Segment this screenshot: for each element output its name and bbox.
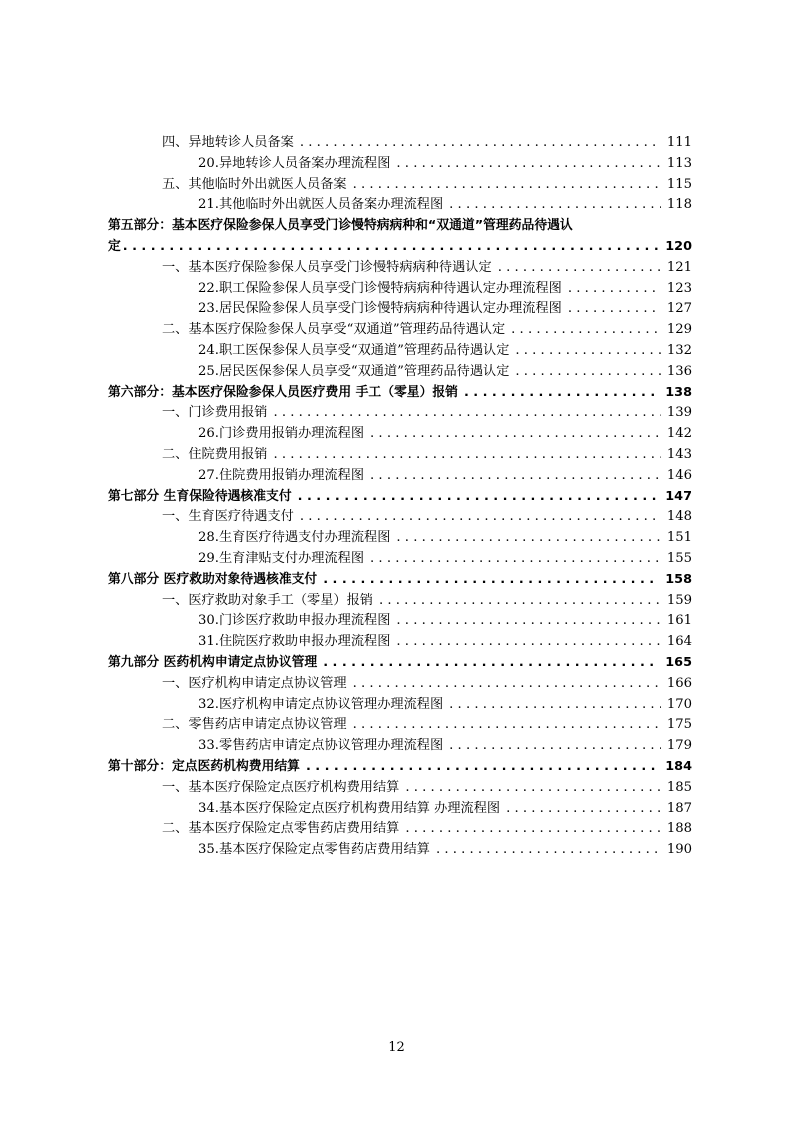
toc-entry-page: 138 [665, 384, 692, 400]
dot-leader [370, 424, 661, 445]
toc-entry-page: 148 [666, 509, 692, 525]
dot-leader [436, 840, 661, 861]
toc-entry-title: 32.医疗机构申请定点协议管理办理流程图 [198, 696, 444, 712]
dot-leader [464, 383, 659, 404]
dot-leader [123, 237, 659, 258]
dot-leader [449, 736, 661, 757]
toc-entry-page: 155 [666, 550, 692, 566]
dot-leader [379, 591, 661, 612]
toc-entry-page: 115 [666, 176, 692, 192]
toc-entry-title: 一、门诊费用报销 [162, 405, 268, 421]
toc-entry-title: 四、异地转诊人员备案 [162, 135, 294, 150]
toc-part-title: 第九部分 医药机构申请定点协议管理 [108, 654, 318, 670]
toc-entry-title: 27.住院费用报销办理流程图 [198, 467, 365, 483]
toc-entry[interactable] [108, 611, 692, 632]
toc-entry[interactable] [108, 507, 692, 528]
toc-entry[interactable] [108, 133, 692, 154]
toc-entry-page: 139 [666, 405, 692, 421]
dot-leader [568, 279, 661, 300]
toc-entry[interactable] [108, 674, 692, 695]
toc-entry-page: 185 [666, 779, 692, 795]
toc-entry-page: 158 [665, 571, 692, 587]
dot-leader [515, 341, 660, 362]
toc-entry-title: 一、医疗机构申请定点协议管理 [162, 675, 347, 691]
toc-entry[interactable] [108, 466, 692, 487]
toc-entry-title: 一、基本医疗保险定点医疗机构费用结算 [162, 779, 400, 795]
dot-leader [396, 611, 660, 632]
toc-entry-title: 一、医疗救助对象手工（零星）报销 [162, 592, 373, 608]
toc-entry-title: 24.职工医保参保人员享受“双通道”管理药品待遇认定 [198, 342, 510, 358]
toc-part-heading[interactable] [108, 570, 692, 591]
toc-entry-page: 165 [665, 654, 692, 670]
dot-leader [353, 175, 661, 196]
toc-entry[interactable] [108, 632, 692, 653]
toc-entry-title: 21.其他临时外出就医人员备案办理流程图 [198, 197, 444, 213]
toc-entry[interactable] [108, 403, 692, 424]
toc-entry[interactable] [108, 799, 692, 820]
dot-leader [323, 570, 659, 591]
toc-entry[interactable] [108, 695, 692, 716]
toc-entry-page: 132 [666, 342, 692, 358]
dot-leader [511, 320, 661, 341]
toc-entry[interactable] [108, 591, 692, 612]
toc-entry-page: 118 [666, 197, 692, 213]
dot-leader [306, 757, 659, 778]
toc-part-title-continued: 定 [108, 238, 121, 254]
toc-entry-title: 29.生育津贴支付办理流程图 [198, 550, 365, 566]
toc-entry-title: 31.住院医疗救助申报办理流程图 [198, 634, 391, 650]
toc-entry-page: 127 [666, 301, 692, 317]
toc-entry[interactable] [108, 445, 692, 466]
toc-entry-title: 23.居民保险参保人员享受门诊慢特病病种待遇认定办理流程图 [198, 301, 562, 317]
table-of-contents [108, 133, 692, 861]
dot-leader [449, 195, 661, 216]
dot-leader [498, 258, 661, 279]
toc-entry-title: 五、其他临时外出就医人员备案 [162, 176, 347, 192]
toc-entry-title: 25.居民医保参保人员享受“双通道”管理药品待遇认定 [198, 363, 510, 379]
toc-entry-page: 121 [666, 259, 692, 275]
toc-entry-page: 111 [666, 135, 692, 150]
toc-entry-page: 123 [666, 280, 692, 296]
toc-entry[interactable] [108, 154, 692, 175]
dot-leader [370, 549, 661, 570]
toc-entry-title: 二、基本医疗保险参保人员享受“双通道”管理药品待遇认定 [162, 322, 506, 338]
dot-leader [568, 299, 661, 320]
toc-entry[interactable] [108, 549, 692, 570]
toc-entry[interactable] [108, 715, 692, 736]
toc-entry[interactable] [108, 341, 692, 362]
toc-entry-page: 159 [666, 592, 692, 608]
toc-part-heading[interactable] [108, 383, 692, 404]
dot-leader [323, 653, 659, 674]
dot-leader [396, 632, 660, 653]
dot-leader [405, 819, 660, 840]
toc-part-heading[interactable] [108, 757, 692, 778]
toc-part-heading[interactable] [108, 653, 692, 674]
dot-leader [396, 154, 660, 175]
toc-entry-page: 179 [666, 738, 692, 754]
toc-entry-page: 146 [666, 467, 692, 483]
dot-leader [506, 799, 661, 820]
toc-entry-page: 170 [666, 696, 692, 712]
dot-leader [274, 403, 661, 424]
toc-entry[interactable] [108, 424, 692, 445]
toc-entry-page: 113 [666, 155, 692, 171]
toc-entry[interactable] [108, 840, 692, 861]
toc-entry-title: 一、生育医疗待遇支付 [162, 509, 294, 525]
toc-entry[interactable] [108, 195, 692, 216]
dot-leader [300, 133, 661, 154]
dot-leader [515, 362, 660, 383]
toc-entry[interactable] [108, 175, 692, 196]
toc-entry-title: 26.门诊费用报销办理流程图 [198, 426, 365, 442]
dot-leader [449, 695, 661, 716]
dot-leader [300, 507, 661, 528]
dot-leader [405, 778, 660, 799]
dot-leader [274, 445, 661, 466]
toc-part-title: 第六部分：基本医疗保险参保人员医疗费用 手工（零星）报销 [108, 384, 458, 400]
toc-entry[interactable] [108, 736, 692, 757]
toc-entry-title: 20.异地转诊人员备案办理流程图 [198, 155, 391, 171]
toc-entry-title: 30.门诊医疗救助申报办理流程图 [198, 613, 391, 629]
dot-leader [353, 715, 661, 736]
toc-part-heading[interactable] [108, 487, 692, 508]
toc-part-heading[interactable] [108, 216, 692, 258]
toc-entry-page: 161 [666, 613, 692, 629]
toc-entry-page: 187 [666, 800, 692, 816]
dot-leader [370, 466, 661, 487]
toc-entry[interactable] [108, 819, 692, 840]
toc-entry-page: 190 [666, 842, 692, 858]
toc-part-title: 第十部分：定点医药机构费用结算 [108, 758, 300, 774]
toc-entry-title: 二、住院费用报销 [162, 446, 268, 462]
toc-entry[interactable] [108, 362, 692, 383]
toc-entry-page: 129 [666, 322, 692, 338]
toc-entry[interactable] [108, 528, 692, 549]
toc-entry-title: 二、零售药店申请定点协议管理 [162, 717, 347, 733]
toc-part-title: 第八部分 医疗救助对象待遇核准支付 [108, 571, 318, 587]
toc-entry-page: 151 [666, 530, 692, 546]
toc-entry[interactable] [108, 778, 692, 799]
toc-entry-title: 33.零售药店申请定点协议管理办理流程图 [198, 738, 444, 754]
page-number: 12 [388, 1040, 405, 1055]
toc-entry-title: 二、基本医疗保险定点零售药店费用结算 [162, 821, 400, 837]
toc-entry-title: 一、基本医疗保险参保人员享受门诊慢特病病种待遇认定 [162, 259, 492, 275]
dot-leader [298, 487, 660, 508]
toc-part-title: 第五部分：基本医疗保险参保人员享受门诊慢特病病种和“双通道”管理药品待遇认 [108, 218, 573, 234]
toc-entry[interactable] [108, 279, 692, 300]
toc-entry-page: 120 [665, 238, 692, 254]
toc-entry-page: 147 [665, 488, 692, 504]
toc-entry[interactable] [108, 299, 692, 320]
toc-entry-page: 175 [666, 717, 692, 733]
toc-entry-title: 35.基本医疗保险定点零售药店费用结算 [198, 842, 430, 858]
dot-leader [396, 528, 660, 549]
toc-entry[interactable] [108, 258, 692, 279]
toc-entry-page: 136 [666, 363, 692, 379]
toc-entry-page: 143 [666, 446, 692, 462]
toc-entry-title: 34.基本医疗保险定点医疗机构费用结算 办理流程图 [198, 800, 501, 816]
toc-entry-title: 28.生育医疗待遇支付办理流程图 [198, 530, 391, 546]
toc-entry-page: 164 [666, 634, 692, 650]
dot-leader [353, 674, 661, 695]
toc-entry-title: 22.职工保险参保人员享受门诊慢特病病种待遇认定办理流程图 [198, 280, 562, 296]
toc-part-title: 第七部分 生育保险待遇核准支付 [108, 488, 292, 504]
toc-entry-page: 188 [666, 821, 692, 837]
toc-entry-page: 142 [666, 426, 692, 442]
toc-entry[interactable] [108, 320, 692, 341]
toc-entry-page: 184 [665, 758, 692, 774]
toc-entry-page: 166 [666, 675, 692, 691]
